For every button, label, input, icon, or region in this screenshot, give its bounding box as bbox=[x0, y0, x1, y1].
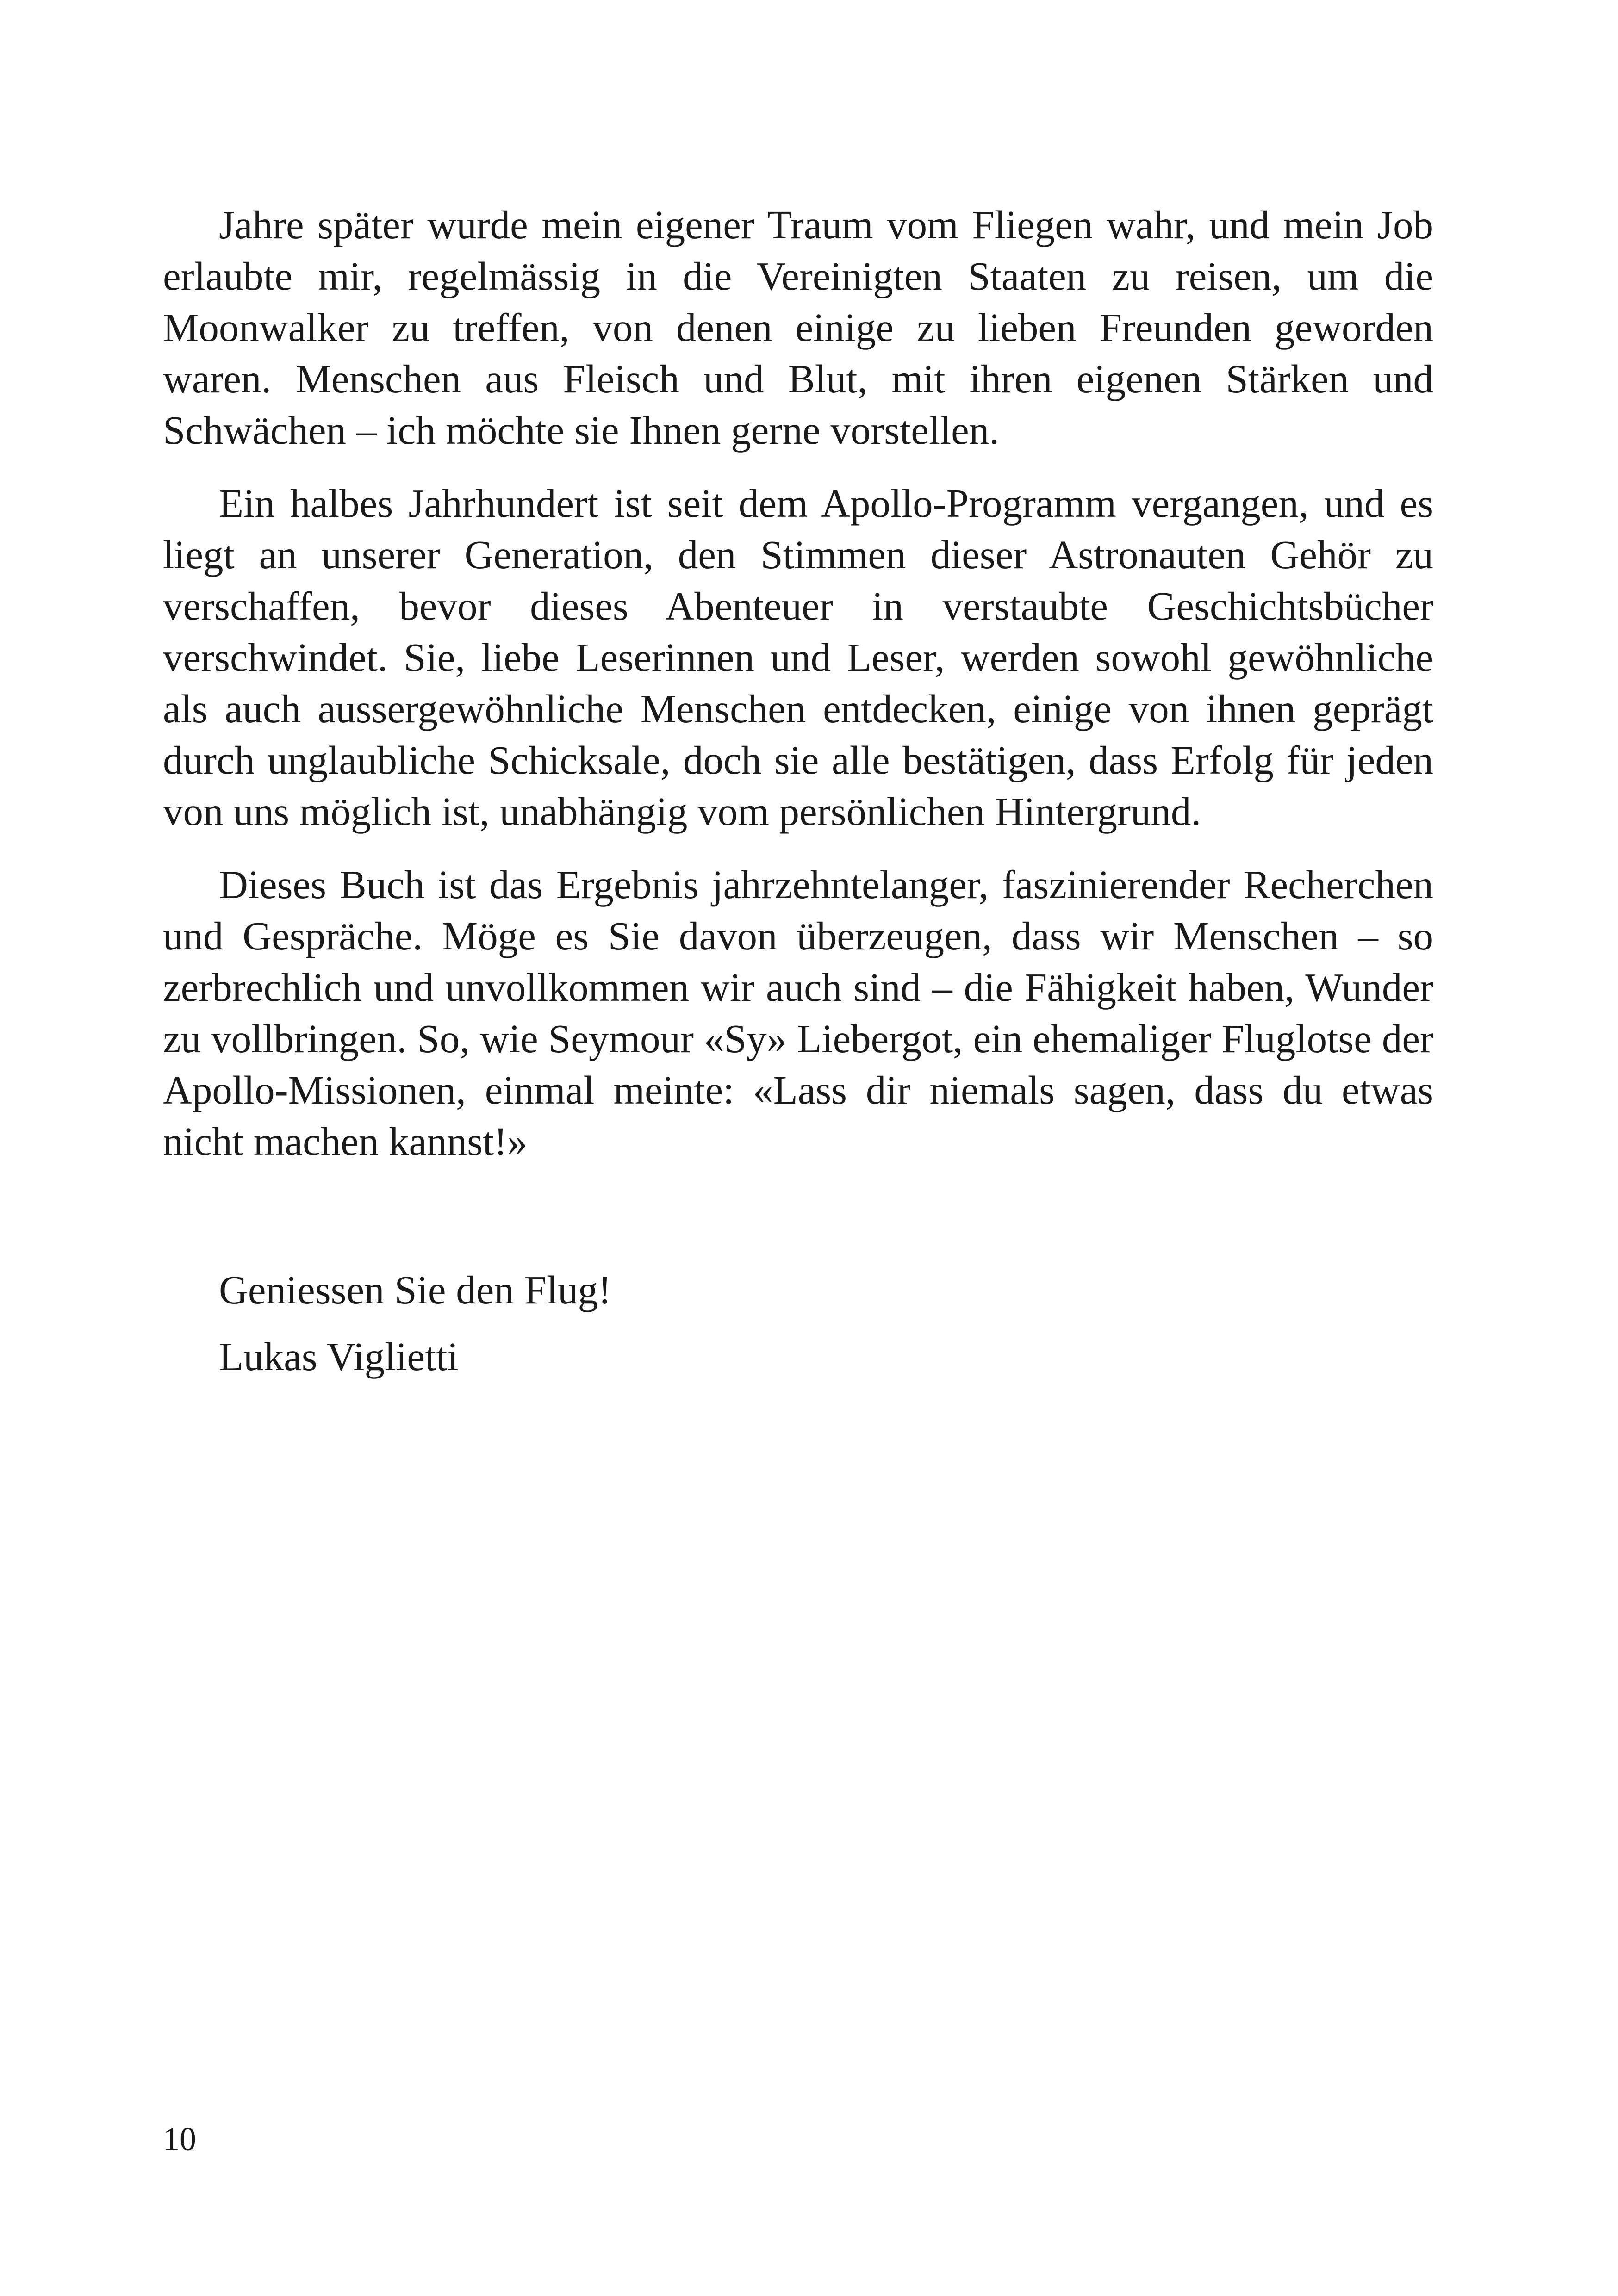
closing-block bbox=[163, 1264, 1433, 1382]
page-number: 10 bbox=[163, 2121, 196, 2158]
paragraph-3: Dieses Buch ist das Ergebnis jahrzehntelanger, faszinierender Recherchen und Gespräche. Möge es Sie davon überzeugen, dass wir Menschen – so zerbrechlich und unvollkommen wir auch sind – die Fähigkeit haben, Wunder zu vollbringen. So, wie Seymour «Sy» Liebergot, ein ehemaliger Fluglotse der Apollo-Missionen, einmal meinte: «Lass dir niemals sagen, dass du etwas nicht machen kannst!» bbox=[163, 862, 1433, 1164]
body-text bbox=[163, 199, 1433, 1397]
paragraph-1: Jahre später wurde mein eigener Traum vom Fliegen wahr, und mein Job erlaubte mir, regelmässig in die Vereinigten Staaten zu reisen, um die Moonwalker zu treffen, von denen einige zu lieben Freunden geworden waren. Menschen aus Fleisch und Blut, mit ihren eigenen Stärken und Schwächen – ich möchte sie Ihnen gerne vorstellen. bbox=[163, 202, 1433, 453]
paragraph-2: Ein halbes Jahrhundert ist seit dem Apollo-Programm vergangen, und es liegt an unserer Generation, den Stimmen dieser Astronauten Gehör zu verschaffen, bevor dieses Abenteuer in verstaubte Geschichtsbücher verschwindet. Sie, liebe Leserinnen und Leser, werden sowohl gewöhnliche als auch aussergewöhnliche Menschen entdecken, einige von ihnen geprägt durch unglaubliche Schicksale, doch sie alle bestätigen, dass Erfolg für jeden von uns möglich ist, unabhängig vom persönlichen Hintergrund. bbox=[163, 481, 1433, 834]
closing-greeting: Geniessen Sie den Flug! bbox=[219, 1267, 612, 1312]
author-signature: Lukas Viglietti bbox=[219, 1334, 459, 1379]
